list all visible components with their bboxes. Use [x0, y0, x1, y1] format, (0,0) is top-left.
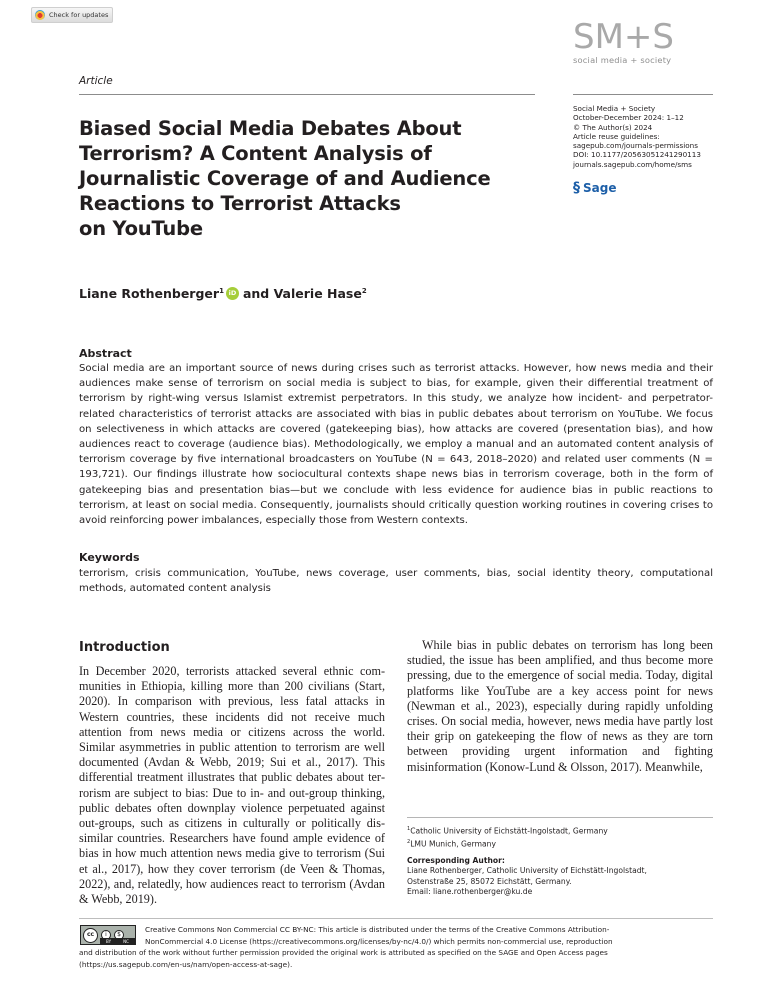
license-line: and distribution of the work without further permission provided the original work is attributed as specified on the SAGE and Open Access pages — [79, 948, 608, 958]
check-for-updates-button[interactable] — [31, 7, 113, 23]
corresponding-author-line: Ostenstraße 25, 85072 Eichstätt, Germany. — [407, 876, 572, 886]
affiliation-item — [407, 837, 608, 850]
header-divider — [79, 94, 535, 95]
logo-divider — [573, 94, 713, 95]
journal-meta — [573, 104, 701, 169]
check-for-updates-label: Check for updates — [49, 11, 109, 19]
crossmark-icon — [35, 10, 45, 20]
license-line: NonCommercial 4.0 License (https://creativecommons.org/licenses/by-nc/4.0/) which permits non-commercial use, reproduction — [145, 936, 613, 946]
noncommercial-icon: $ — [114, 930, 124, 940]
title-line: Journalistic Coverage of and Audience — [79, 167, 491, 190]
license-text — [79, 924, 719, 970]
body-column-right: While bias in public debates on terrorism has long been studied, the issue has been amplified, and thus become more pressing, due to the emergence of social media. Today, digital platforms like YouTube are a key access point for news (Newman et al., 2023), especially during rapidly unfolding crises. On social media, however, news media have partly lost their grip on gatekeeping the flow of news as they are torn between providing urgent information and fighting misinformation (Konow-Lund & Olsson, 2017). Meanwhile, — [407, 638, 713, 774]
abstract-text: Social media are an important source of news during crises such as terrorist attacks. However, how news media and their audiences make sense of terrorism on social media is subject to bias, for example, given their differential treatment of terrorism by right-wing versus Islamist extremist perpetrators. In this study, we analyze how incident- and perpetrator-related characteristics of terrorist attacks are associated with bias in public debates about terrorism on YouTube. We focus on selectiveness in which attacks are covered (gatekeeping bias), how attacks are covered (presentation bias), and how audiences react to coverage (audience bias). Methodologically, we employ a manual and an automated content analysis of terrorism coverage by five international broadcasters on YouTube (N = 643, 2018–2020) and related user comments (N = 193,721). Our findings illustrate how sociocultural contexts shape news bias in terrorism coverage, both in the form of gatekeeping bias and presentation bias—but we conclude with less evidence for audience bias in public reactions to terrorism, at least on social media. Consequently, journalists should critically question working routines in covering crises to avoid reinforcing power imbalances, especially those from Western contexts. — [79, 363, 713, 527]
by-label: BY — [106, 938, 112, 944]
affiliation-marker: 1 — [219, 286, 224, 295]
journal-name: Social Media + Society — [573, 104, 656, 113]
attribution-icon: i — [101, 930, 111, 940]
body-column-left: In December 2020, terrorists attacked several ethnic communities in Ethiopia, killing more than 200 civilians (Start, 2020). In comparison with previous, less fatal attacks in Western countries, these incidents did not receive much attention from news media or citizens across the world. Similar asymmetries in public attention to terrorism are well documented (Avdan & Webb, 2019; Sui et al., 2017). This differential treatment illustrates that public debates about terrorism are subject to bias: Due to in- and out-group thinking, public debates often downplay violence perpetuated against out-groups, such as citizens in culturally or politically dissimilar countries. Researchers have found ample evidence of bias in how much attention news media give to terrorism (Sui et al., 2017), how they cover terrorism (de Veen & Thomas, 2022), and, relatedly, how audiences react to terrorism (Avdan & Webb, 2019). — [79, 664, 385, 907]
journal-homepage-link[interactable]: journals.sagepub.com/home/sms — [573, 159, 692, 169]
introduction-heading: Introduction — [79, 640, 170, 655]
corresponding-author-email[interactable]: Email: liane.rothenberger@ku.de — [407, 887, 533, 897]
sage-logo-text: Sage — [583, 181, 617, 195]
orcid-icon[interactable]: iD — [226, 287, 239, 300]
affiliation-text: LMU Munich, Germany — [410, 839, 496, 849]
nc-label: NC — [123, 938, 129, 944]
affiliation-marker: 2 — [361, 286, 367, 295]
reuse-guidelines-label: Article reuse guidelines: — [573, 131, 660, 141]
affiliations — [407, 824, 608, 849]
author-list — [79, 286, 367, 301]
paper-title — [79, 116, 509, 241]
title-line: Biased Social Media Debates About — [79, 117, 462, 140]
abstract-heading: Abstract — [79, 347, 132, 360]
corresponding-author-line: Liane Rothenberger, Catholic University of Eichstätt-Ingolstadt, — [407, 866, 647, 876]
keywords-heading: Keywords — [79, 551, 140, 564]
keywords-text: terrorism, crisis communication, YouTube, news coverage, user comments, bias, social identity theory, computational methods, automated content analysis — [79, 568, 713, 595]
journal-issue: October-December 2024: 1–12 — [573, 113, 684, 123]
affiliation-item — [407, 824, 608, 837]
journal-logo — [573, 17, 713, 65]
journal-logo-subtitle: social media + society — [573, 55, 672, 65]
affiliation-marker: 2 — [407, 838, 411, 845]
author-name: and Valerie Hase — [242, 286, 362, 301]
copyright: © The Author(s) 2024 — [573, 122, 653, 132]
title-line: Reactions to Terrorist Attacks — [79, 192, 401, 215]
license-line: Creative Commons Non Commercial CC BY-NC: This article is distributed under the terms of the Creative Commons Attribution- — [145, 925, 610, 934]
affiliation-text: Catholic University of Eichstätt-Ingolstadt, Germany — [410, 826, 608, 836]
doi-link[interactable]: DOI: 10.1177/20563051241290113 — [573, 150, 701, 160]
sage-s-icon: § — [573, 180, 580, 196]
affiliation-marker: 1 — [407, 826, 411, 832]
sage-logo — [573, 181, 616, 195]
corresponding-author-label: Corresponding Author: — [407, 856, 505, 865]
license-divider — [79, 918, 713, 919]
footnote-divider — [407, 817, 713, 818]
title-line: Terrorism? A Content Analysis of — [79, 142, 432, 165]
permissions-link[interactable]: sagepub.com/journals-permissions — [573, 141, 698, 151]
creative-commons-icon: cc — [83, 928, 98, 943]
article-type-label: Article — [79, 75, 113, 87]
license-line: (https://us.sagepub.com/en-us/nam/open-access-at-sage). — [79, 959, 293, 969]
author-name: Liane Rothenberger — [79, 286, 220, 301]
corresponding-author — [407, 856, 647, 898]
title-line: on YouTube — [79, 217, 203, 240]
journal-logo-mark: SM+S — [573, 17, 674, 57]
